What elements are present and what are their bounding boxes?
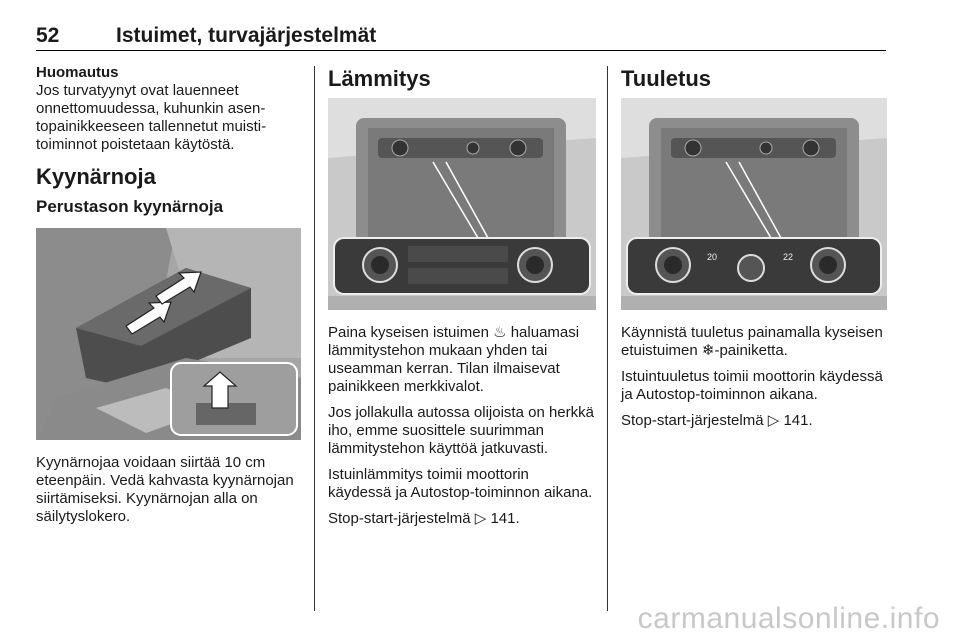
section-heading-ventilation: Tuuletus bbox=[621, 66, 712, 91]
ventilation-panel-illustration bbox=[621, 98, 887, 310]
heating-warning: Jos jollakulla autossa olijoista on herkkä iho, emme suosittele suurimman lämmitystehon käyttöä jatkuvasti. bbox=[328, 404, 594, 457]
seat-ventilation-icon: ❄ bbox=[701, 342, 715, 359]
column-heating bbox=[328, 64, 596, 536]
armrest-illustration bbox=[36, 228, 301, 440]
section-heading-armrest: Kyynärnoja bbox=[36, 164, 156, 189]
column-armrest bbox=[36, 64, 301, 534]
page-title: Istuimet, turvajärjestelmät bbox=[116, 24, 377, 47]
heating-reference: Stop-start-järjestelmä ▷ 141. bbox=[328, 510, 520, 527]
section-heading-heating: Lämmitys bbox=[328, 66, 431, 91]
page-reference-link[interactable]: 141. bbox=[490, 510, 520, 527]
page-number: 52 bbox=[36, 24, 60, 47]
heating-instructions: Paina kyseisen istuimen ♨ haluamasi lämmitystehon mukaan yhden tai useamman kerran. Tilan ilmaisevat painikkeen merkkivalot. bbox=[328, 324, 580, 395]
watermark: carmanualsonline.info bbox=[637, 602, 940, 635]
note-text: Jos turvatyynyt ovat lauenneet onnettomuudessa, kuhunkin asentopainikkeeseen tallennetut muistitoiminnot poistetaan käytöstä. bbox=[36, 82, 267, 153]
note-title: Huomautus bbox=[36, 64, 119, 81]
page-ref-icon: ▷ bbox=[767, 412, 780, 429]
ventilation-instructions: Käynnistä tuuletus painamalla kyseisen etuistuimen ❄-painiketta. bbox=[621, 324, 883, 359]
page-ref-icon: ▷ bbox=[474, 510, 487, 527]
heating-panel-illustration bbox=[328, 98, 596, 310]
ventilation-operation: Istuintuuletus toimii moottorin käydessä ja Autostop-toiminnon aikana. bbox=[621, 368, 883, 403]
page-header bbox=[36, 24, 886, 51]
armrest-text: Kyynärnojaa voidaan siirtää 10 cm eteenpäin. Vedä kahvasta kyynärnojan siirtämiseksi. Kyynärnojan alla on säilytyslokero. bbox=[36, 454, 294, 525]
heating-operation: Istuinlämmitys toimii moottorin käydessä ja Autostop-toiminnon aikana. bbox=[328, 466, 593, 501]
seat-heating-icon: ♨ bbox=[493, 324, 507, 341]
column-divider bbox=[314, 66, 315, 611]
subsection-heading-basic-armrest: Perustason kyynärnoja bbox=[36, 197, 224, 216]
left-temp-label: 20 bbox=[707, 252, 718, 262]
column-divider bbox=[607, 66, 608, 611]
right-temp-label: 22 bbox=[783, 252, 794, 262]
page-reference-link[interactable]: 141. bbox=[783, 412, 813, 429]
column-ventilation bbox=[621, 64, 887, 438]
ventilation-reference: Stop-start-järjestelmä ▷ 141. bbox=[621, 412, 813, 429]
